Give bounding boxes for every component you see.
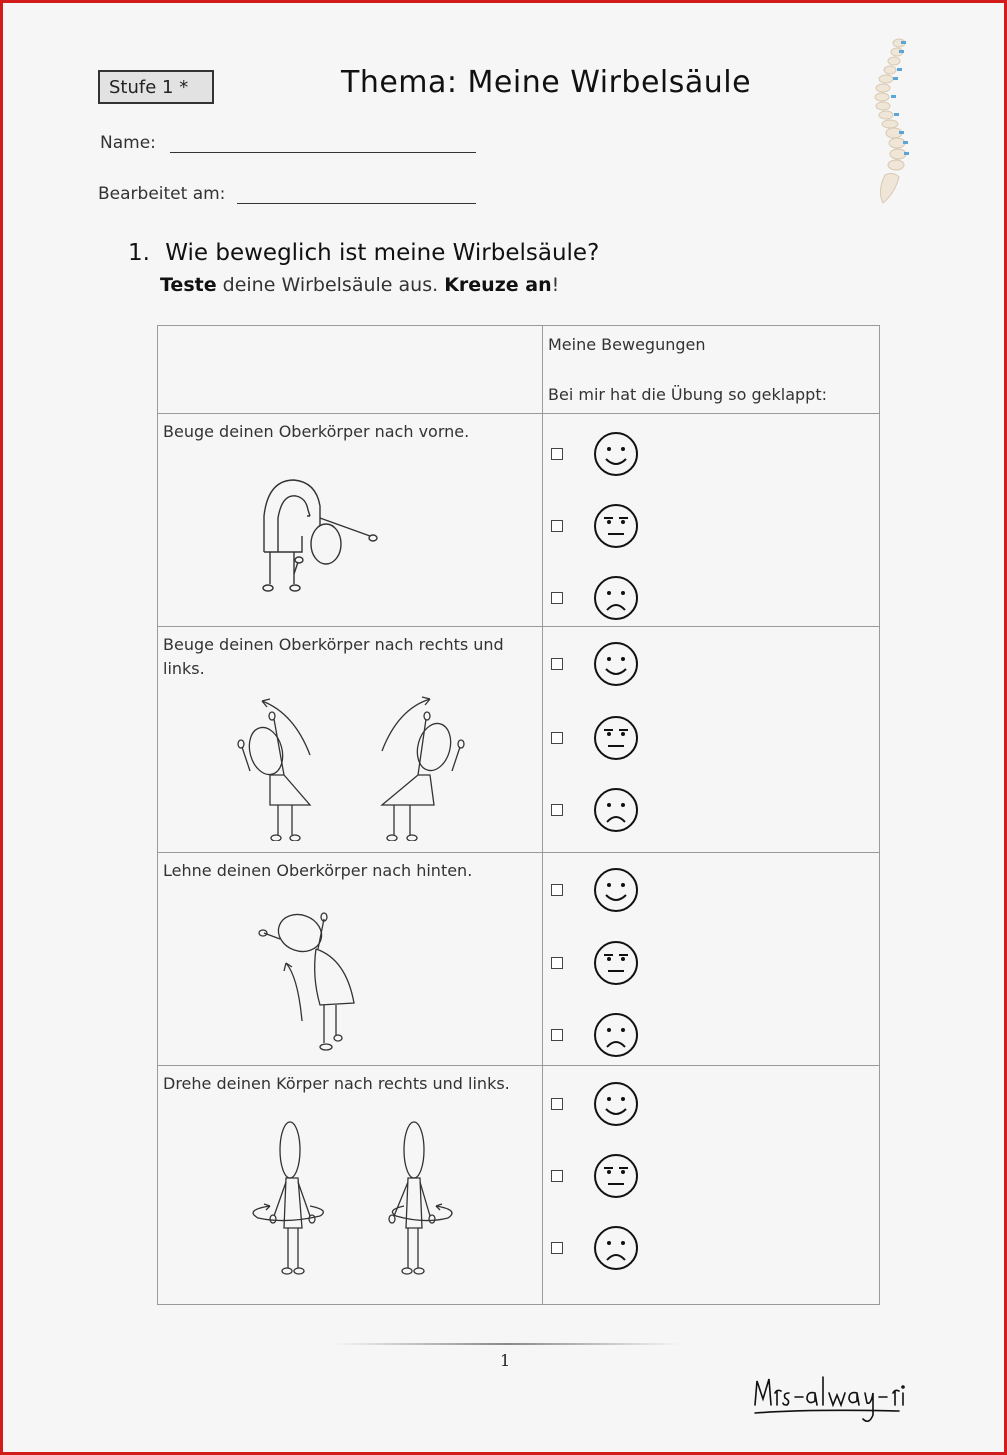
exercise-cell <box>158 414 543 627</box>
sad-face-icon <box>593 787 639 833</box>
happy-face-icon <box>593 431 639 477</box>
signature-logo <box>749 1369 913 1431</box>
date-field[interactable] <box>237 203 476 204</box>
rating-option-ok <box>551 1153 639 1199</box>
exercise-table <box>157 325 880 1305</box>
checkbox[interactable] <box>551 1170 563 1182</box>
rating-cell <box>543 627 880 853</box>
rating-option-good <box>551 641 639 687</box>
checkbox[interactable] <box>551 804 563 816</box>
checkbox[interactable] <box>551 1242 563 1254</box>
checkbox[interactable] <box>551 884 563 896</box>
rating-option-ok <box>551 715 639 761</box>
exercise-text: Beuge deinen Oberkörper nach rechts und links. <box>163 635 504 678</box>
level-label: Stufe 1 * <box>109 77 189 98</box>
exercise-text: Beuge deinen Oberkörper nach vorne. <box>163 422 470 441</box>
rating-option-good <box>551 867 639 913</box>
happy-face-icon <box>593 867 639 913</box>
footer-divider <box>333 1343 681 1345</box>
name-label: Name: <box>100 133 156 153</box>
checkbox[interactable] <box>551 658 563 670</box>
name-field[interactable] <box>170 152 476 153</box>
exercise-cell <box>158 627 543 853</box>
checkbox[interactable] <box>551 1098 563 1110</box>
twist-figures <box>246 1120 470 1280</box>
rating-option-bad <box>551 1012 639 1058</box>
checkbox[interactable] <box>551 1029 563 1041</box>
header-empty-cell <box>158 326 543 414</box>
rating-option-good <box>551 431 639 477</box>
header-line-2: Bei mir hat die Übung so geklappt: <box>548 385 827 404</box>
back-bend-figure <box>258 911 368 1057</box>
sad-face-icon <box>593 575 639 621</box>
table-header-row <box>158 326 880 414</box>
instruction-text: deine Wirbelsäule aus. <box>216 274 445 296</box>
task-heading <box>128 240 599 266</box>
exercise-text: Drehe deinen Körper nach rechts und links. <box>163 1074 510 1093</box>
level-badge <box>98 70 214 104</box>
checkbox[interactable] <box>551 520 563 532</box>
table-row <box>158 627 880 853</box>
task-number: 1. <box>128 240 150 266</box>
rating-cell <box>543 1066 880 1305</box>
instruction-bold-2: Kreuze an <box>444 274 552 296</box>
page-title: Thema: Meine Wirbelsäule <box>341 65 752 100</box>
table-row <box>158 1066 880 1305</box>
happy-face-icon <box>593 1081 639 1127</box>
rating-cell <box>543 414 880 627</box>
neutral-face-icon <box>593 1153 639 1199</box>
rating-option-bad <box>551 1225 639 1271</box>
rating-option-good <box>551 1081 639 1127</box>
table-row <box>158 853 880 1066</box>
checkbox[interactable] <box>551 592 563 604</box>
checkbox[interactable] <box>551 448 563 460</box>
checkbox[interactable] <box>551 957 563 969</box>
rating-option-ok <box>551 503 639 549</box>
neutral-face-icon <box>593 503 639 549</box>
page-number: 1 <box>500 1351 511 1370</box>
rating-option-ok <box>551 940 639 986</box>
rating-option-bad <box>551 575 639 621</box>
sad-face-icon <box>593 1225 639 1271</box>
instruction-end: ! <box>551 274 560 296</box>
rating-option-bad <box>551 787 639 833</box>
task-instruction <box>160 274 559 296</box>
side-bend-figures <box>234 689 474 841</box>
neutral-face-icon <box>593 940 639 986</box>
forward-bend-figure <box>258 476 388 598</box>
neutral-face-icon <box>593 715 639 761</box>
rating-cell <box>543 853 880 1066</box>
task-heading-text: Wie beweglich ist meine Wirbelsäule? <box>165 240 600 266</box>
checkbox[interactable] <box>551 732 563 744</box>
sad-face-icon <box>593 1012 639 1058</box>
header-cell <box>543 326 880 414</box>
date-label: Bearbeitet am: <box>98 184 226 204</box>
exercise-text: Lehne deinen Oberkörper nach hinten. <box>163 861 473 880</box>
happy-face-icon <box>593 641 639 687</box>
table-row <box>158 414 880 627</box>
spine-icon <box>863 35 923 207</box>
exercise-cell <box>158 1066 543 1305</box>
exercise-cell <box>158 853 543 1066</box>
instruction-bold-1: Teste <box>160 274 217 296</box>
header-line-1: Meine Bewegungen <box>548 335 706 354</box>
